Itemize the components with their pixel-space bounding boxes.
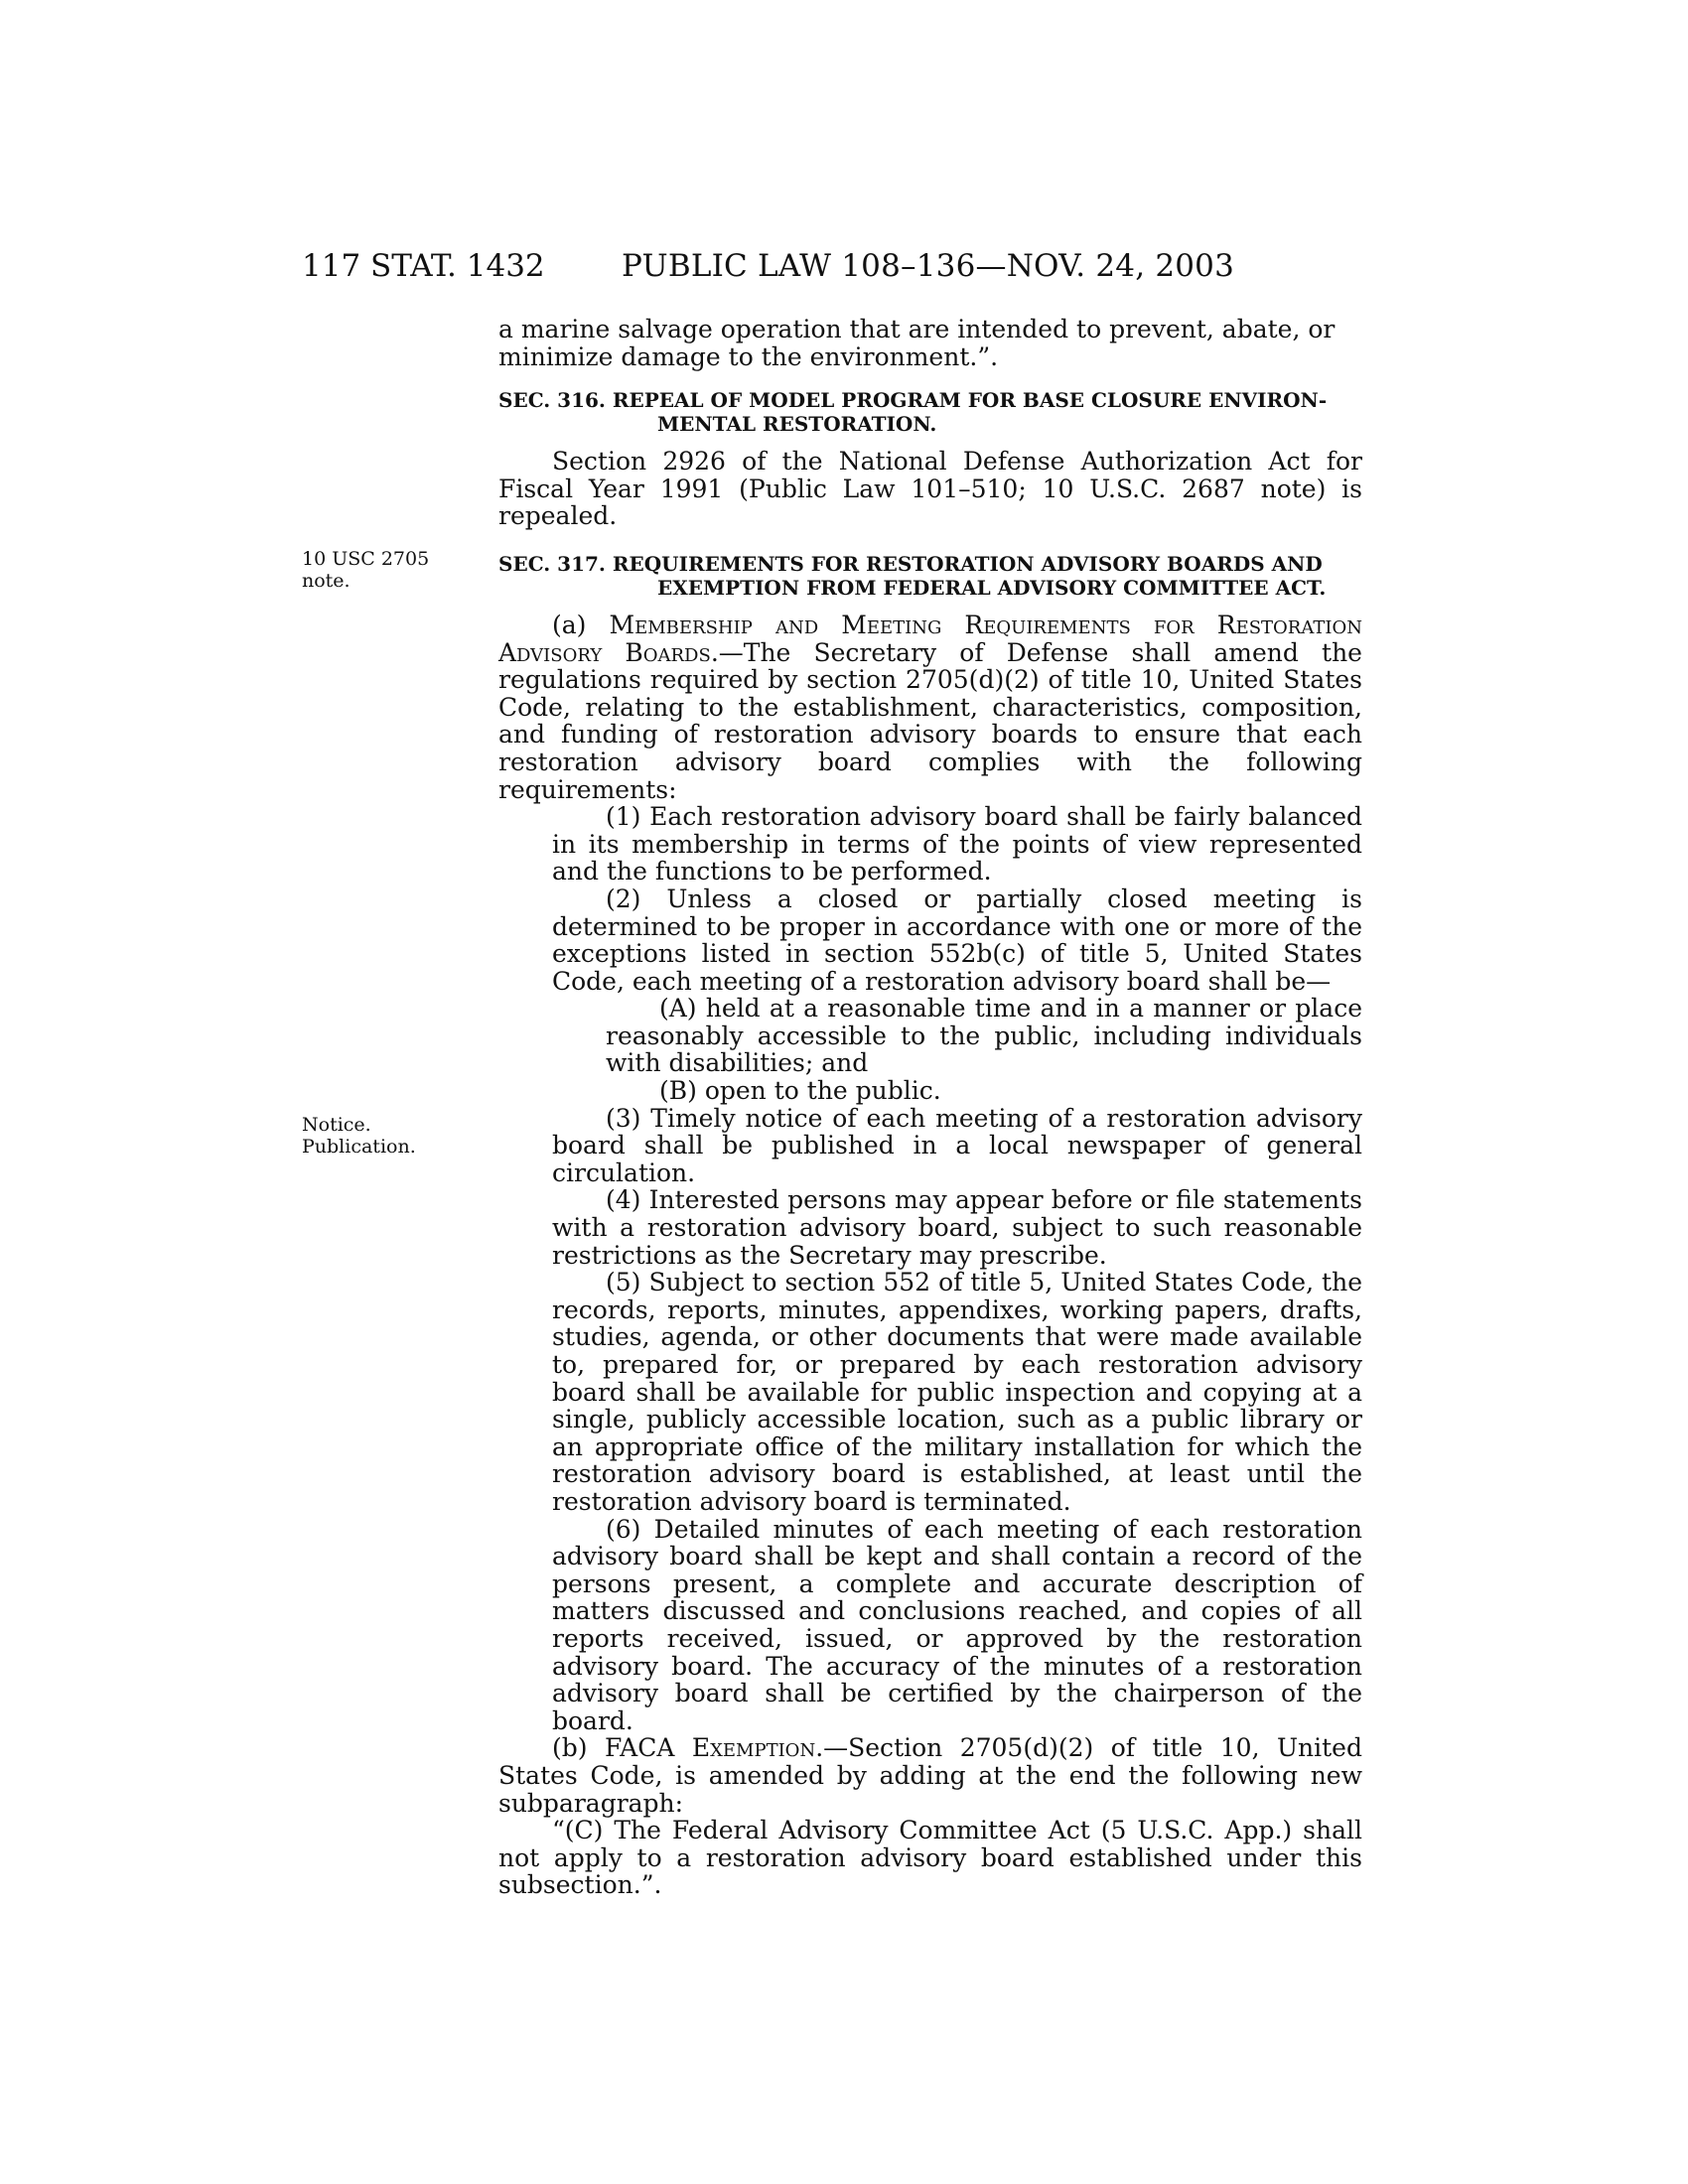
section-title-line: REQUIREMENTS FOR RESTORATION ADVISORY BOARDS AND [612, 551, 1323, 576]
section-title-line: EXEMPTION FROM FEDERAL ADVISORY COMMITTEE ACT. [657, 575, 1327, 600]
subsection-b [498, 1734, 1362, 1817]
subparagraph-a: (A) held at a reasonable time and in a manner or place reasonably accessible to the public, including individuals with disabilities; and [606, 994, 1362, 1078]
subparagraph-b: (B) open to the public. [659, 1076, 941, 1106]
section-317-heading [498, 552, 1362, 600]
margin-note-line: Publication. [302, 1136, 416, 1158]
statute-page-number: 117 STAT. 1432 [302, 248, 545, 284]
section-number: SEC. 317. [498, 551, 606, 576]
paragraph-1: (1) Each restoration advisory board shall be fairly balanced in its membership in terms of the points of view represented and the functions to be performed. [552, 802, 1362, 887]
margin-note-notice [302, 1114, 416, 1158]
section-title-line: MENTAL RESTORATION. [657, 412, 937, 437]
section-title-line: REPEAL OF MODEL PROGRAM FOR BASE CLOSURE ENVIRON- [612, 388, 1328, 413]
running-header: PUBLIC LAW 108–136—NOV. 24, 2003 [622, 248, 1235, 284]
paragraph-3: (3) Timely notice of each meeting of a restoration advisory board shall be published in a local newspaper of general circulation. [552, 1103, 1362, 1187]
subsection-text: —Section 2705(d)(2) of title 10, United States Code, is amended by adding at the end the following new subparagraph: [498, 1733, 1362, 1818]
carryover-paragraph: a marine salvage operation that are intended to prevent, abate, or minimize damage to the environment.”. [498, 315, 1336, 371]
paragraph-6: (6) Detailed minutes of each meeting of each restoration advisory board shall be kept and shall contain a record of the persons present, a complete and accurate description of matters discussed and conclusions reached, and copies of all reports received, issued, or approved by the restoration advisory board. The accuracy of the minutes of a restoration advisory board shall be certified by the chairperson of the board. [552, 1514, 1362, 1735]
subsection-heading: FACA Exemption. [604, 1733, 824, 1763]
paragraph-2: (2) Unless a closed or partially closed meeting is determined to be proper in accordance with one or more of the exceptions listed in section 552b(c) of title 5, United States Code, each meeting of a restoration advisory board shall be— [552, 884, 1362, 996]
section-number: SEC. 316. [498, 388, 606, 413]
quoted-amendment: “(C) The Federal Advisory Committee Act (5 U.S.C. App.) shall not apply to a restoration advisory board established under this subsection.”. [498, 1816, 1362, 1900]
margin-note-line: note. [302, 570, 351, 592]
body-text [498, 316, 1362, 1899]
paragraph-4: (4) Interested persons may appear before or file statements with a restoration advisory board, subject to such reasonable restrictions as the Secretary may prescribe. [552, 1185, 1362, 1270]
paragraph-5: (5) Subject to section 552 of title 5, United States Code, the records, reports, minutes, appendixes, working papers, drafts, studies, agenda, or other documents that were made available to, prepared for, or prepared by each restoration advisory board shall be available for public inspection and copying at a single, publicly accessible location, such as a public library or an appropriate office of the military installation for which the restoration advisory board is established, at least until the restoration advisory board is terminated. [552, 1268, 1362, 1516]
subsection-text: —The Secretary of Defense shall amend the regulations required by section 2705(d)(2) of title 10, United States Code, relating to the establishment, characteristics, composition, and funding of restoration advisory boards to ensure that each restoration advisory board complies with the following requirements: [498, 637, 1362, 804]
subsection-heading: Membership and Meeting Requirements for Restoration Advisory Boards. [498, 610, 1363, 667]
section-316-text: Section 2926 of the National Defense Authorization Act for Fiscal Year 1991 (Public Law 101–510; 10 U.S.C. 2687 note) is repealed. [498, 447, 1362, 531]
margin-note-line: 10 USC 2705 [302, 548, 430, 570]
subsection-label: (a) [552, 610, 610, 639]
margin-note-line: Notice. [302, 1114, 371, 1136]
section-316-heading [498, 388, 1362, 436]
margin-note-usc [302, 548, 429, 592]
subsection-a [498, 612, 1362, 803]
subsection-label: (b) [552, 1733, 605, 1763]
